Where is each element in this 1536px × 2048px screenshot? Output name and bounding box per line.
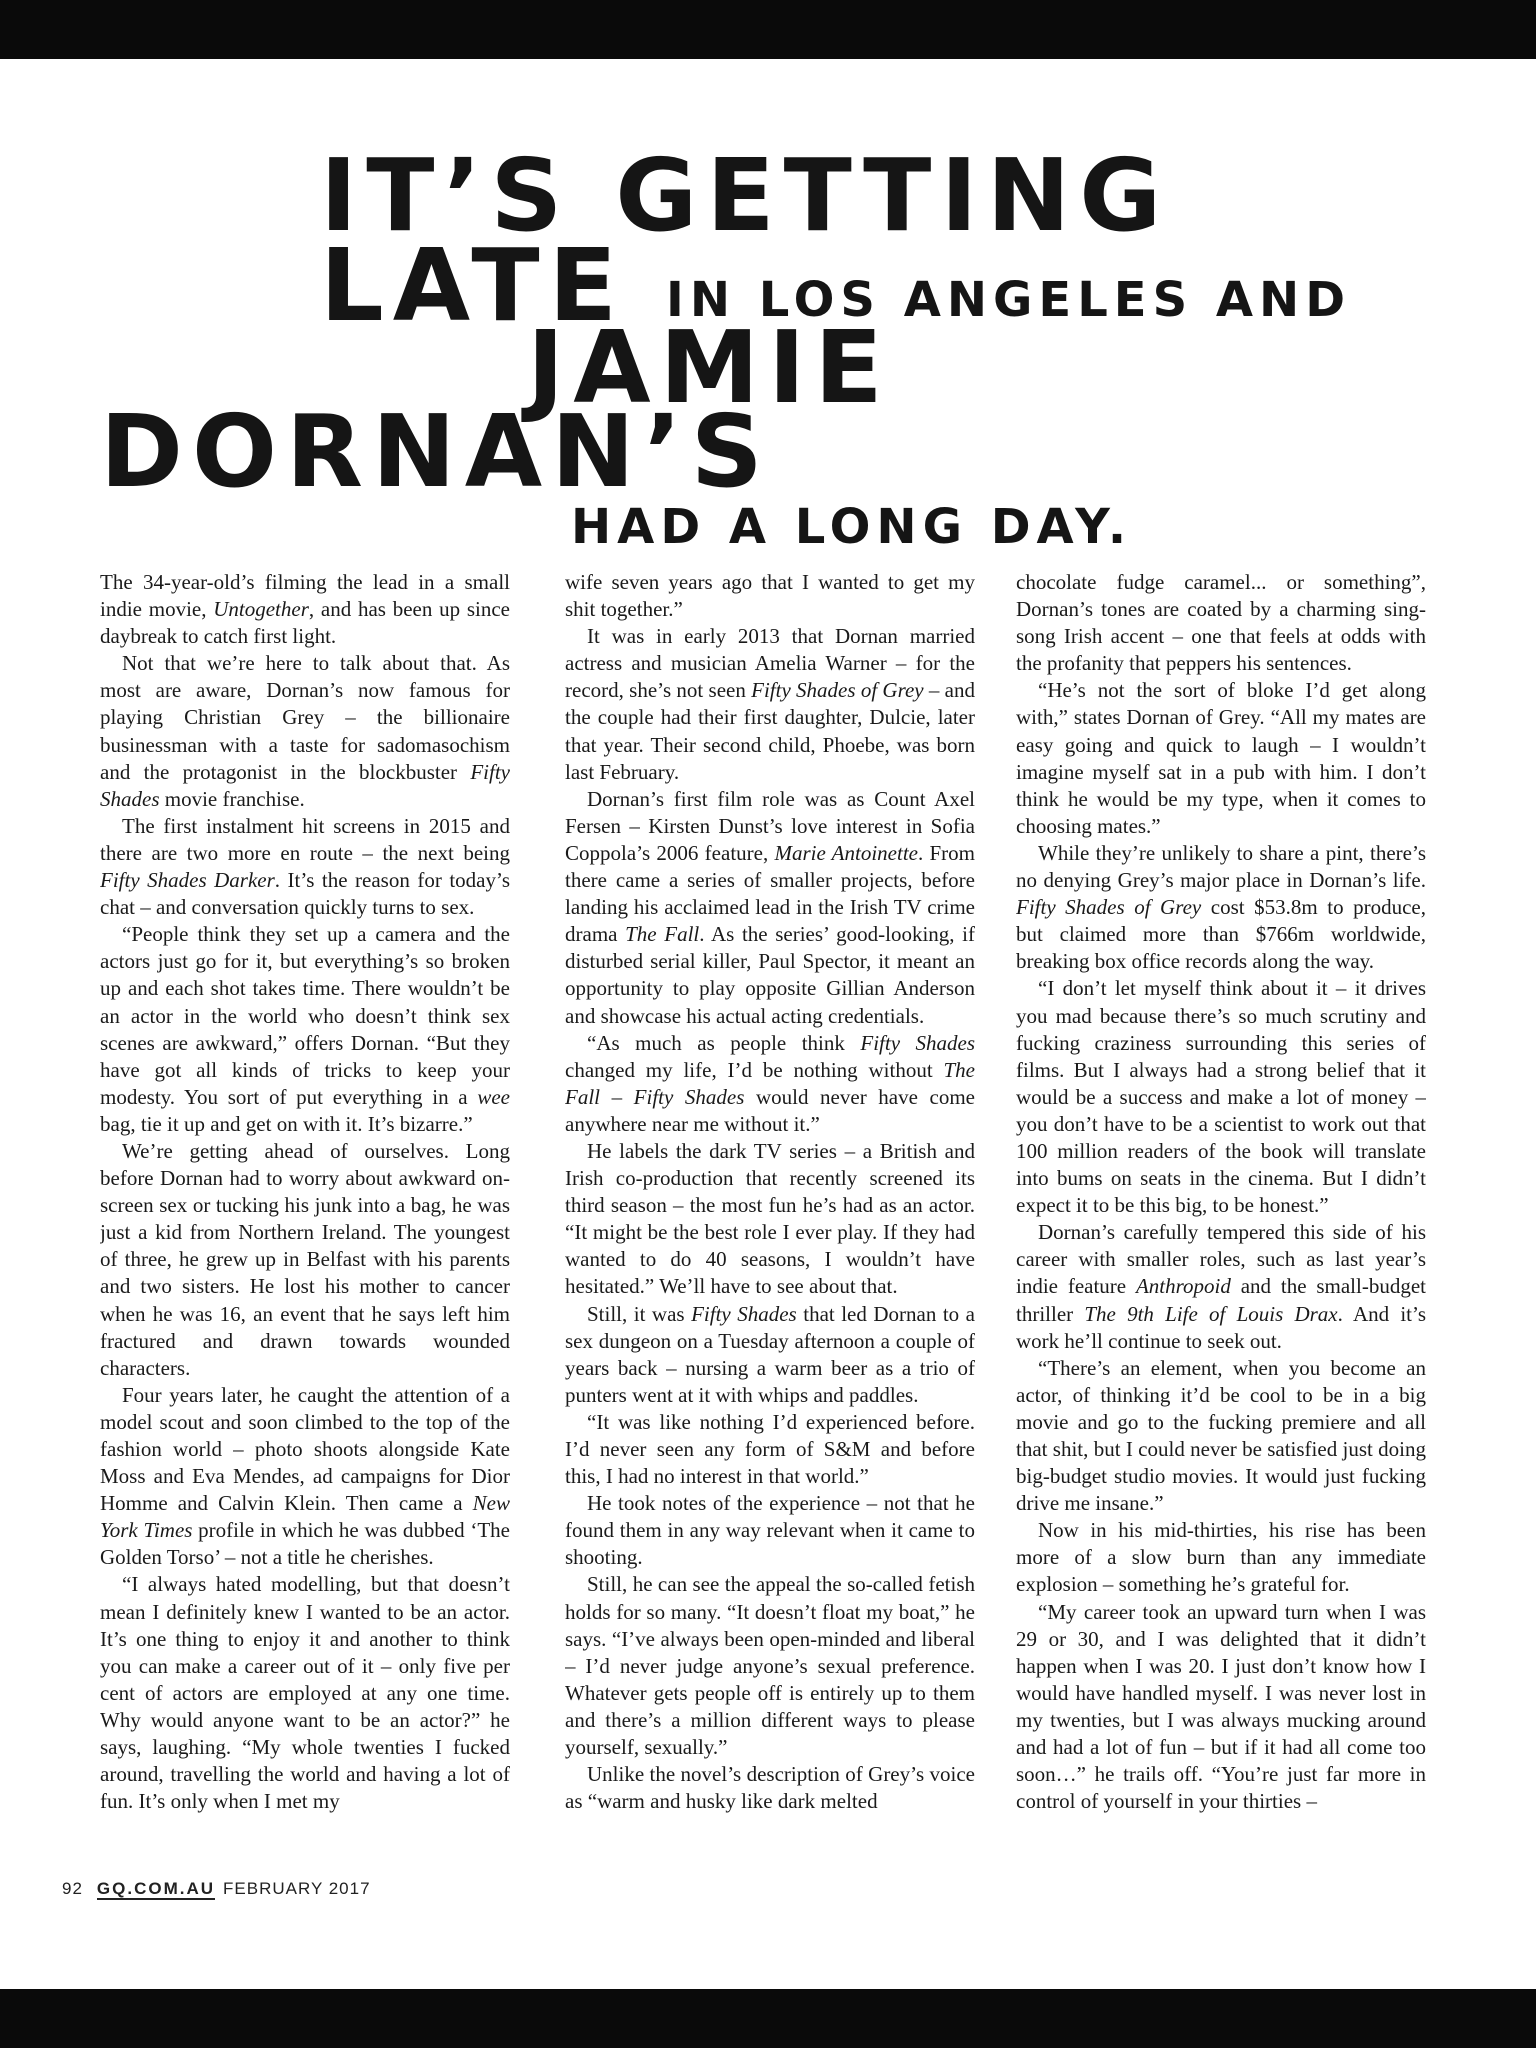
site-link[interactable]: GQ.COM.AU (96, 1879, 216, 1898)
italic-title: Fifty Shades (100, 759, 510, 811)
paragraph: Dornan’s carefully tempered this side of his career with smaller roles, such as last year’s indie feature Anthropoid and the small-budget thriller The 9th Life of Louis Drax. And it’s work he’ll continue to seek out. (1016, 1220, 1426, 1353)
italic-title: Marie Antoinette (774, 840, 918, 865)
paragraph: “There’s an element, when you become an actor, of thinking it’d be cool to be in a big movie and go to the fucking premiere and all that shit, but I could never be satisfied just doing big-budget studio movies. It would just fucking drive me insane.” (1016, 1355, 1426, 1516)
headline-line-3: JAMIE (527, 309, 892, 426)
paragraph: Not that we’re here to talk about that. As most are aware, Dornan’s now famous for playing Christian Grey – the billionaire businessman with a taste for sadomasochism and the protagonist in the blockbuster Fifty Shades movie franchise. (100, 651, 510, 811)
paragraph: We’re getting ahead of ourselves. Long before Dornan had to worry about awkward on-screen sex or tucking his junk into a bag, he was just a kid from Northern Ireland. The youngest of three, he grew up in Belfast with his parents and two sisters. He lost his mother to cancer when he was 16, an event that he says left him fractured and drawn towards wounded characters. (100, 1138, 510, 1380)
article-column-3 (1016, 569, 1426, 1869)
article-column-2 (565, 569, 975, 1869)
headline-line-5: HAD A LONG DAY. (571, 499, 1133, 555)
italic-title: The Fall – Fifty Shades (565, 1057, 975, 1109)
paragraph: “My career took an upward turn when I was 29 or 30, and I was delighted that it didn’t happen when I was 20. I just don’t know how I would have handled myself. I was never lost in my twenties, but I was always mucking around and had a lot of fun – but if it had all come too soon…” he trails off. “You’re just far more in control of yourself in your thirties – (1016, 1599, 1426, 1814)
paragraph: wife seven years ago that I wanted to get my shit together.” (565, 570, 975, 622)
italic-title: Fifty Shades (860, 1030, 975, 1055)
page-footer (62, 1879, 371, 1899)
paragraph: The first instalment hit screens in 2015 and there are two more en route – the next being Fifty Shades Darker. It’s the reason for today’s chat – and conversation quickly turns to sex. (100, 813, 510, 920)
paragraph: Still, he can see the appeal the so-called fetish holds for so many. “It doesn’t float my boat,” he says. “I’ve always been open-minded and liberal – I’d never judge anyone’s sexual preference. Whatever gets people off is entirely up to them and there’s a million different ways to please yourself, sexually.” (565, 1572, 975, 1760)
paragraph: Still, it was Fifty Shades that led Dornan to a sex dungeon on a Tuesday afternoon a couple of years back – nursing a warm beer as a trio of punters went at it with whips and paddles. (565, 1301, 975, 1407)
italic-title: The 9th Life of Louis Drax (1084, 1301, 1338, 1326)
italic-title: Fifty Shades (691, 1301, 797, 1326)
paragraph: The 34-year-old’s filming the lead in a small indie movie, Untogether, and has been up since daybreak to catch first light. (100, 570, 510, 649)
italic-title: Untogether (213, 597, 309, 622)
paragraph: Unlike the novel’s description of Grey’s voice as “warm and husky like dark melted (565, 1762, 975, 1814)
paragraph: “People think they set up a camera and the actors just go for it, but everything’s so broken up and each shot takes time. There wouldn’t be an actor in the world who doesn’t think sex scenes are awkward,” offers Dornan. “But they have got all kinds of tricks to keep your modesty. You sort of put everything in a wee bag, tie it up and get on with it. It’s bizarre.” (100, 922, 510, 1136)
paragraph: chocolate fudge caramel... or something”, Dornan’s tones are coated by a charming sing-song Irish accent – one that feels at odds with the profanity that peppers his sentences. (1016, 570, 1426, 676)
paragraph: While they’re unlikely to share a pint, there’s no denying Grey’s major place in Dornan’s life. Fifty Shades of Grey cost $53.8m to produce, but claimed more than $766m worldwide, breaking box office records along the way. (1016, 840, 1426, 974)
headline-line-2: LATE (320, 227, 626, 344)
paragraph: “It was like nothing I’d experienced before. I’d never seen any form of S&M and before this, I had no interest in that world.” (565, 1409, 975, 1489)
headline-line-2-small: IN LOS ANGELES AND (666, 272, 1352, 328)
paragraph: He took notes of the experience – not that he found them in any way relevant when it came to shooting. (565, 1491, 975, 1570)
paragraph: “I always hated modelling, but that doesn’t mean I definitely knew I wanted to be an actor. It’s one thing to enjoy it and another to think you can make a career out of it – only five per cent of actors are employed at any one time. Why would anyone want to be an actor?” he says, laughing. “My whole twenties I fucked around, travelling the world and having a lot of fun. It’s only when I met my (100, 1572, 510, 1814)
paragraph: Now in his mid-thirties, his rise has been more of a slow burn than any immediate explosion – something he’s grateful for. (1016, 1518, 1426, 1597)
headline-line-4: DORNAN’S (100, 393, 772, 510)
paragraph: He labels the dark TV series – a British and Irish co-production that recently screened its third season – the most fun he’s had as an actor. “It might be the best role I ever play. If they had wanted to do 40 seasons, I wouldn’t have hesitated.” We’ll have to see about that. (565, 1138, 975, 1299)
page-number: 92 (62, 1879, 83, 1898)
bottom-black-bar (0, 1989, 1536, 2048)
italic-title: New York Times (100, 1491, 510, 1543)
italic-title: The Fall (625, 922, 700, 947)
paragraph: “As much as people think Fifty Shades changed my life, I’d be nothing without The Fall – Fifty Shades would never have come anywhere near me without it.” (565, 1030, 975, 1136)
paragraph: “He’s not the sort of bloke I’d get along with,” states Dornan of Grey. “All my mates are easy going and quick to laugh – I wouldn’t imagine myself sat in a pub with him. I don’t think he would be my type, when it comes to choosing mates.” (1016, 678, 1426, 838)
italic-title: Fifty Shades of Grey (1016, 895, 1202, 920)
italic-title: Fifty Shades Darker (100, 868, 275, 893)
top-black-bar (0, 0, 1536, 59)
italic-title: Anthropoid (1135, 1274, 1231, 1299)
paragraph: It was in early 2013 that Dornan married actress and musician Amelia Warner – for the record, she’s not seen Fifty Shades of Grey – and the couple had their first daughter, Dulcie, later that year. Their second child, Phoebe, was born last February. (565, 624, 975, 784)
article-column-1 (100, 569, 510, 1869)
paragraph: Dornan’s first film role was as Count Axel Fersen – Kirsten Dunst’s love interest in Sofia Coppola’s 2006 feature, Marie Antoinette. From there came a series of smaller projects, before landing his acclaimed lead in the Irish TV crime drama The Fall. As the series’ good-looking, if disturbed serial killer, Paul Spector, it meant an opportunity to play opposite Gillian Anderson and showcase his actual acting credentials. (565, 786, 975, 1028)
headline-line-1: IT’S GETTING (320, 137, 1171, 254)
italic-title: wee (477, 1084, 510, 1109)
paragraph: Four years later, he caught the attention of a model scout and soon climbed to the top of the fashion world – photo shoots alongside Kate Moss and Eva Mendes, ad campaigns for Dior Homme and Calvin Klein. Then came a New York Times profile in which he was dubbed ‘The Golden Torso’ – not a title he cherishes. (100, 1382, 510, 1570)
paragraph: “I don’t let myself think about it – it drives you mad because there’s so much scrutiny and fucking craziness surrounding this series of films. But I always had a strong belief that it would be a success and make a lot of money – you don’t have to be a scientist to work out that 100 million readers of the book will translate into bums on seats in the cinema. But I didn’t expect it to be this big, to be honest.” (1016, 976, 1426, 1218)
italic-title: Fifty Shades of Grey (751, 678, 924, 703)
issue-date: FEBRUARY 2017 (223, 1879, 371, 1898)
